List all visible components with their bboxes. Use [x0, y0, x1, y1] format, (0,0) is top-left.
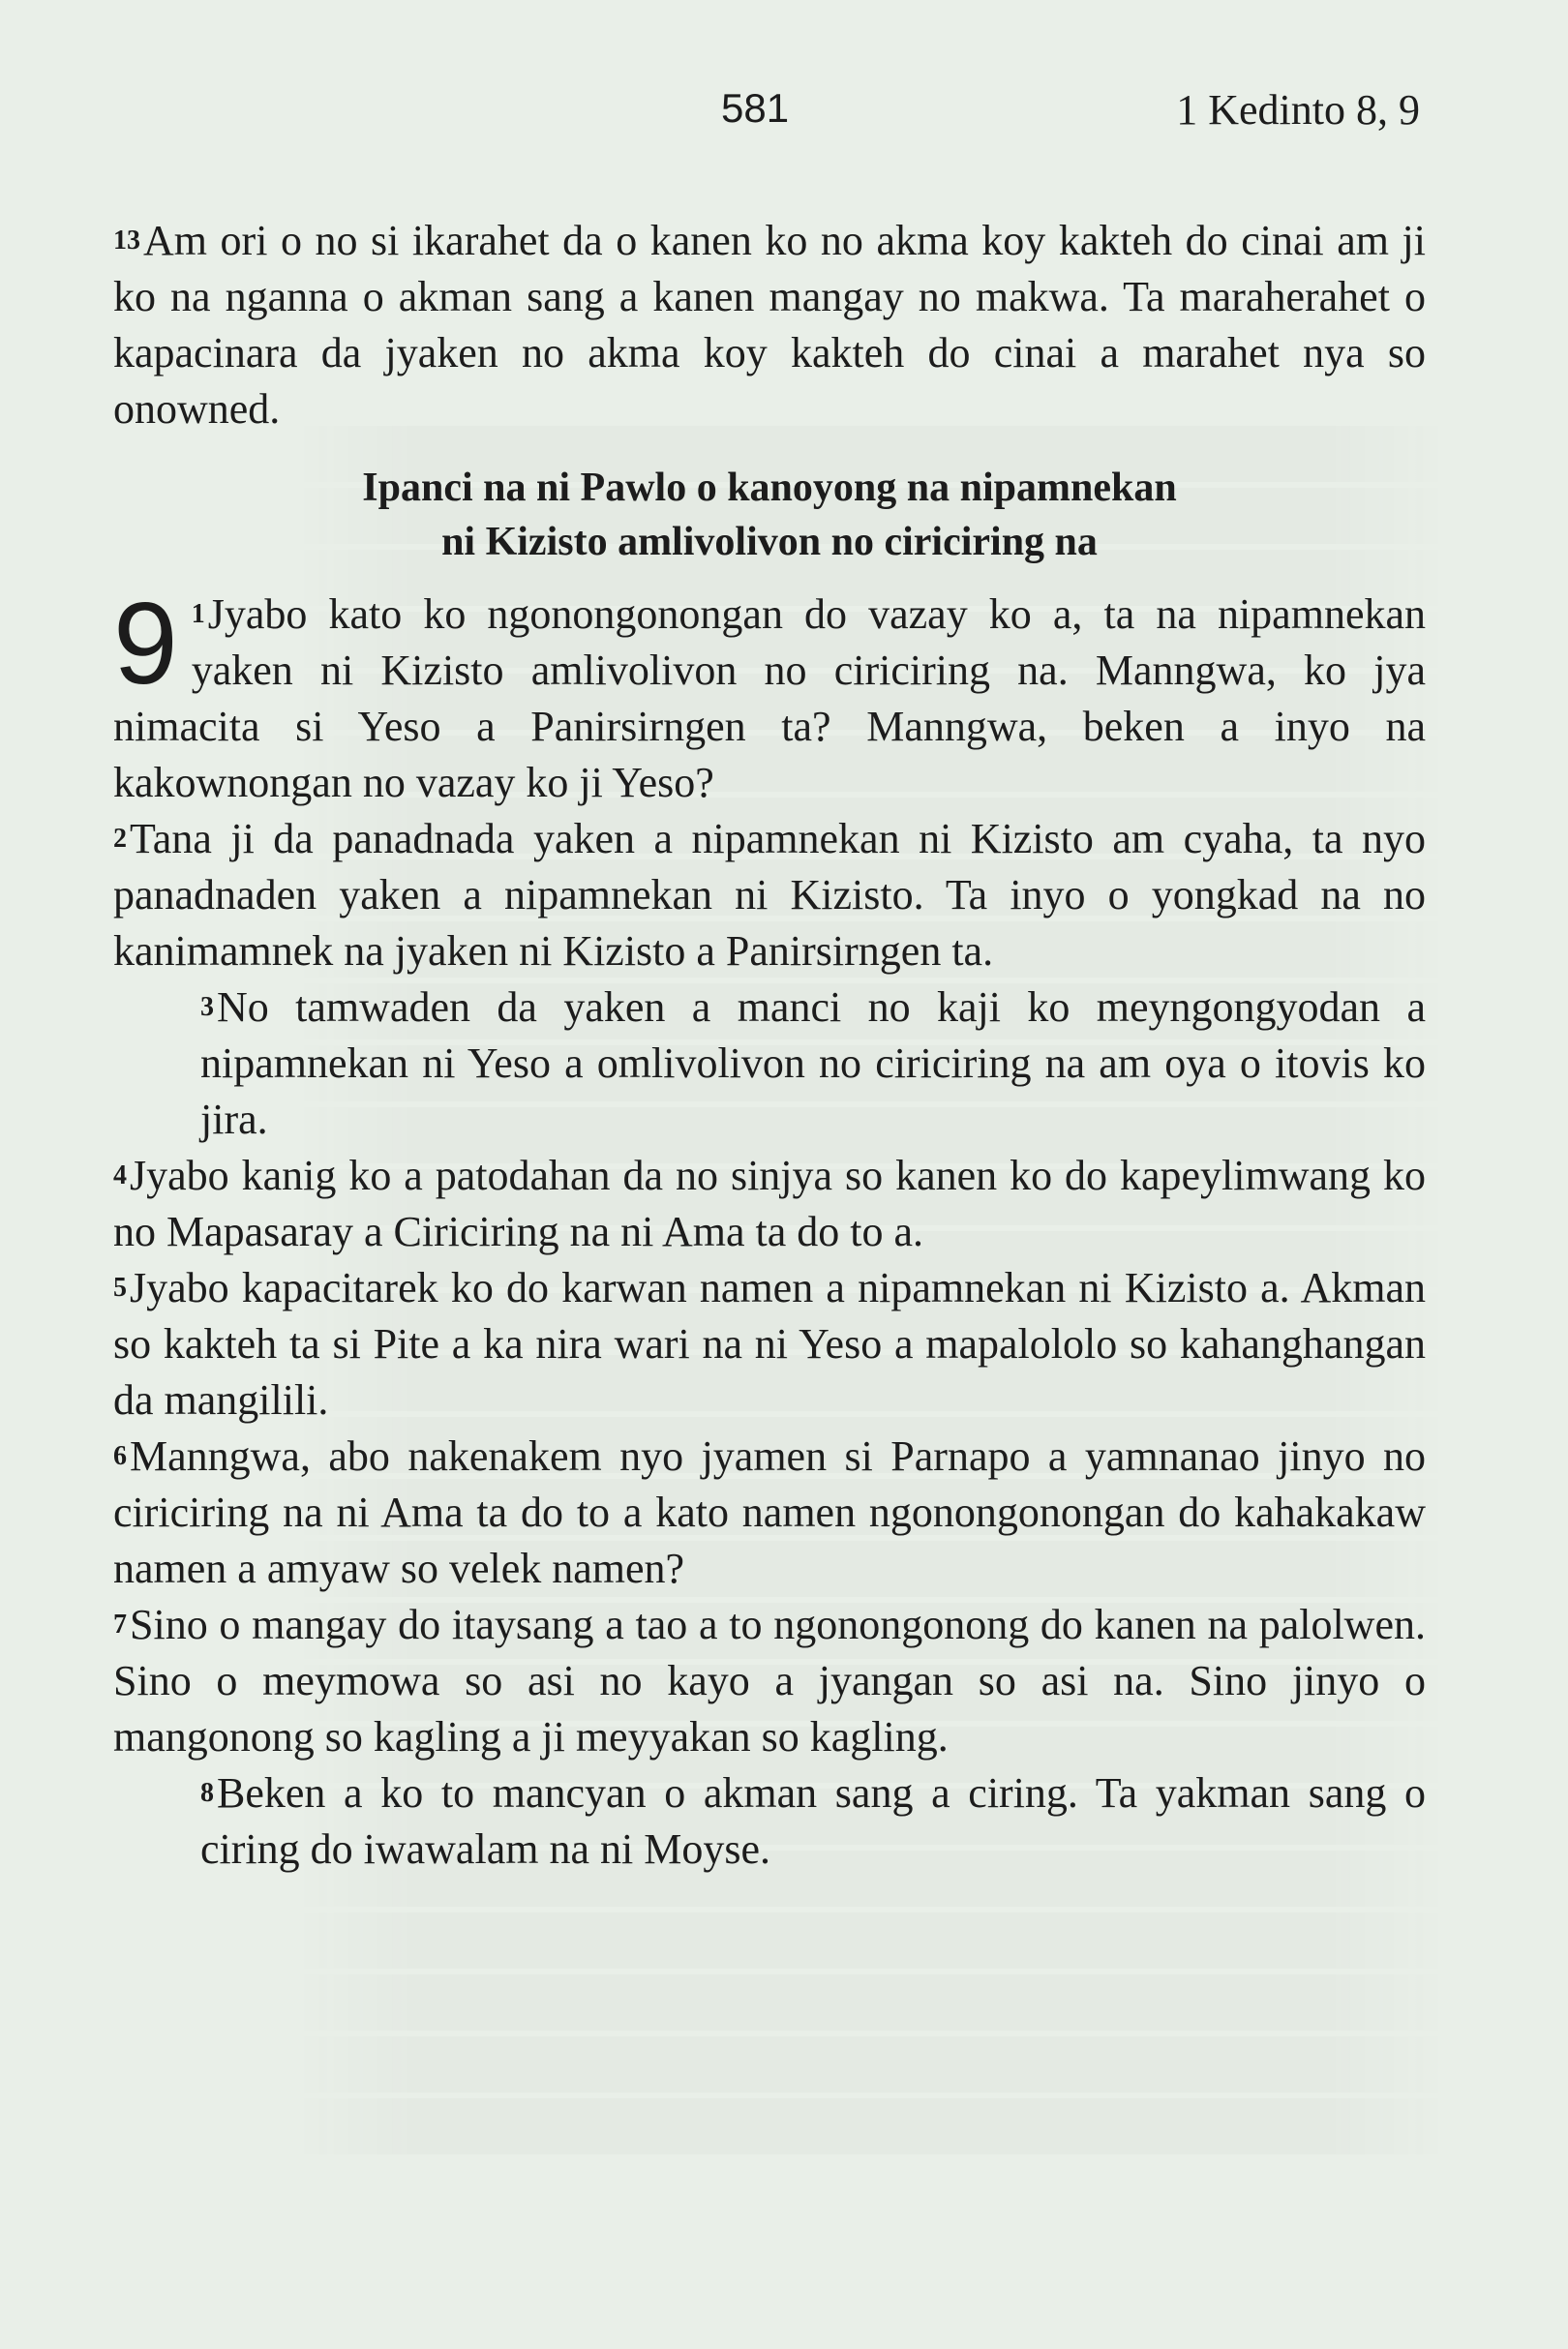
- verse-3: [113, 979, 1426, 1148]
- verse-number: 3: [200, 992, 214, 1022]
- verse-text: Tana ji da panadnada yaken a nipamnekan ni Kizisto am cyaha, ta nyo panadnaden yaken a nipamnekan ni Kizisto. Ta inyo o yongkad na no kanimamnek na jyaken ni Kizisto a Panirsirngen ta.: [113, 815, 1426, 975]
- verse-13: [113, 213, 1426, 437]
- verse-2: [113, 811, 1426, 979]
- verse-text: Beken a ko to mancyan o akman sang a ciring. Ta yakman sang o ciring do iwawalam na ni Moyse.: [200, 1769, 1426, 1873]
- section-heading-line-2: ni Kizisto amlivolivon no ciriciring na: [441, 520, 1098, 564]
- verse-text: Am ori o no si ikarahet da o kanen ko no akma koy kakteh do cinai am ji ko na nganna o akman sang a kanen mangay no makwa. Ta maraherahet o kapacinara da jyaken no akma koy kakteh do cinai a marahet nya so onowned.: [113, 217, 1426, 433]
- verse-text: No tamwaden da yaken a manci no kaji ko meyngongyodan a nipamnekan ni Yeso a omlivolivon no ciriciring na am oya o itovis ko jira.: [200, 983, 1426, 1143]
- verse-text: Jyabo kato ko ngonongonongan do vazay ko a, ta na nipamnekan yaken ni Kizisto amlivolivon no ciriciring na. Manngwa, ko jya nimacita si Yeso a Panirsirngen ta? Manngwa, beken a inyo na kakownongan no vazay ko ji Yeso?: [113, 590, 1426, 806]
- verse-number: 5: [113, 1273, 127, 1303]
- verse-text: Jyabo kanig ko a patodahan da no sinjya so kanen ko do kapeylimwang ko no Mapasaray a Ciriciring na ni Ama ta do to a.: [113, 1152, 1426, 1255]
- verse-4: [113, 1148, 1426, 1260]
- verse-8: [113, 1765, 1426, 1878]
- verse-5: [113, 1260, 1426, 1429]
- chapter-number: 9: [113, 579, 178, 708]
- verse-text: Sino o mangay do itaysang a tao a to ngonongonong do kanen na palolwen. Sino o meymowa so asi no kayo a jyangan so asi na. Sino jinyo o mangonong so kagling a ji meyyakan so kagling.: [113, 1601, 1426, 1761]
- verse-number: 8: [200, 1778, 214, 1808]
- page-header: [0, 85, 1568, 143]
- verse-1: [113, 579, 1426, 811]
- verse-number: 13: [113, 226, 140, 256]
- verse-number: 1: [191, 599, 205, 629]
- verse-text: Jyabo kapacitarek ko do karwan namen a nipamnekan ni Kizisto a. Akman so kakteh ta si Pite a ka nira wari na ni Yeso a mapalololo so kahanghangan da mangilili.: [113, 1264, 1426, 1424]
- verse-number: 7: [113, 1610, 127, 1640]
- verse-number: 4: [113, 1160, 127, 1190]
- running-head: 1 Kedinto 8, 9: [1176, 86, 1420, 134]
- page-body: [113, 213, 1426, 1878]
- verse-number: 2: [113, 824, 127, 854]
- chapter-9: [113, 579, 1426, 811]
- verse-6: [113, 1429, 1426, 1597]
- verse-7: [113, 1597, 1426, 1765]
- verse-text: Manngwa, abo nakenakem nyo jyamen si Parnapo a yamnanao jinyo no ciriciring na ni Ama ta do to a kato namen ngonongonongan do kahakakaw namen a amyaw so velek namen?: [113, 1432, 1426, 1592]
- section-heading: [113, 461, 1426, 569]
- verse-number: 6: [113, 1441, 127, 1471]
- section-heading-line-1: Ipanci na ni Pawlo o kanoyong na nipamnekan: [362, 466, 1177, 510]
- page-number: 581: [721, 85, 790, 131]
